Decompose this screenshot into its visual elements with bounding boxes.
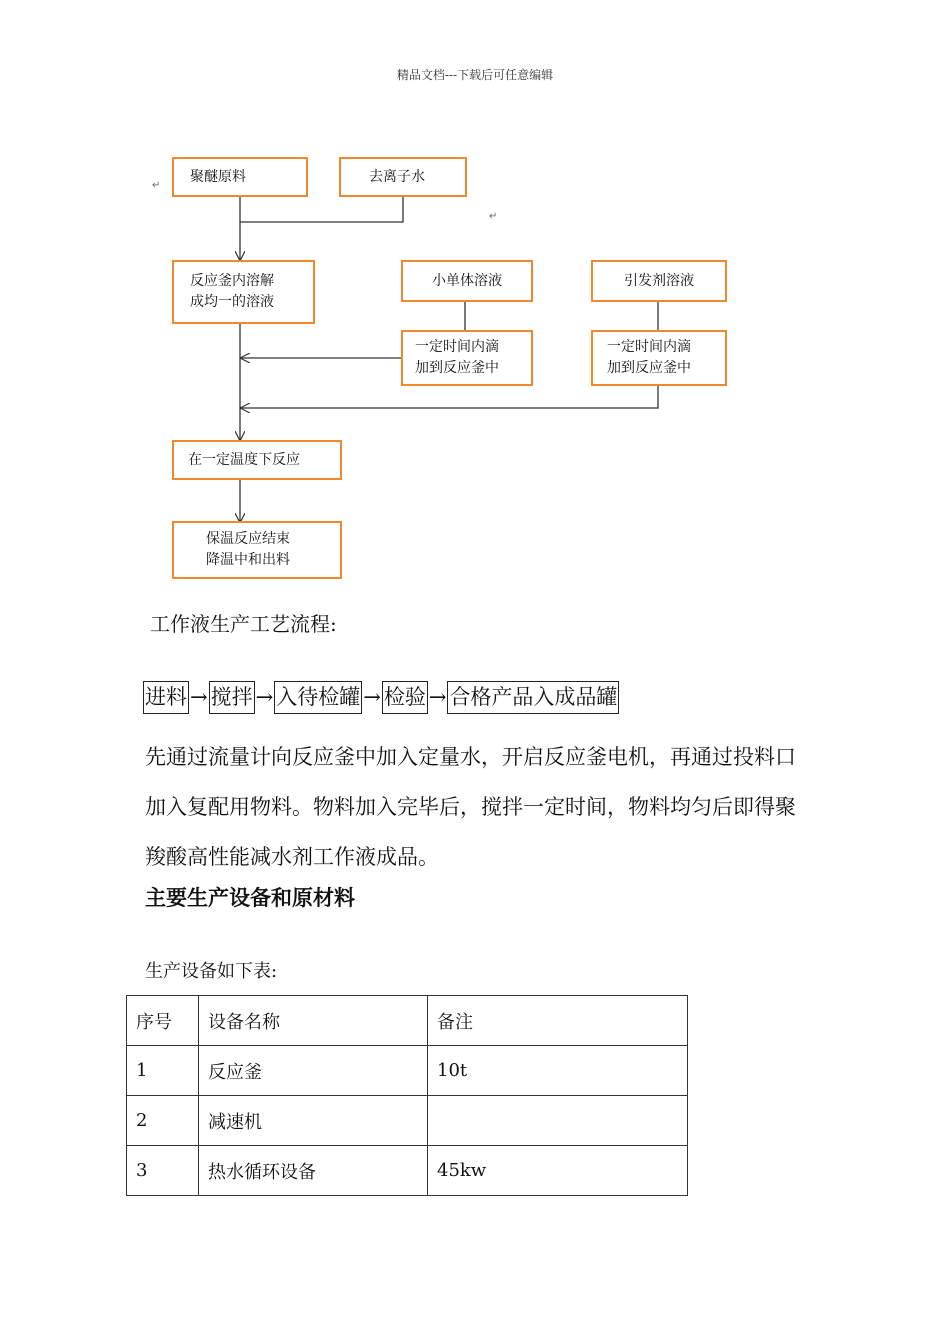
chain-arrow-icon: → (428, 685, 447, 709)
box-finish (172, 521, 342, 579)
box-react-label: 在一定温度下反应 (188, 451, 300, 468)
chain-arrow-icon: → (363, 685, 381, 709)
chain-arrow-icon: → (255, 685, 274, 709)
table-cell: 3 (127, 1146, 199, 1196)
box-deionized-water (339, 157, 467, 197)
box-water-label: 去离子水 (369, 168, 425, 185)
chain-arrow-icon: → (190, 685, 208, 709)
header-cell-index: 序号 (127, 996, 199, 1046)
box-drip1-line1: 一定时间内滴 (415, 339, 499, 355)
page-header: 精品文档---下载后可任意编辑 (396, 68, 554, 82)
table-caption: 生产设备如下表: (145, 961, 278, 982)
chain-step-stir: 搅拌 (209, 681, 255, 714)
table-cell: 2 (127, 1096, 199, 1146)
table-row (127, 1096, 688, 1146)
box-drip-monomer (401, 330, 533, 386)
chain-step-inspect: 检验 (382, 681, 428, 714)
box-finish-line2: 降温中和出料 (206, 552, 290, 568)
section-heading: 主要生产设备和原材料 (145, 885, 355, 910)
box-drip2-line1: 一定时间内滴 (607, 339, 691, 355)
box-dissolve-line2: 成均一的溶液 (190, 294, 274, 310)
box-react (172, 440, 342, 480)
table-cell (428, 1096, 688, 1146)
chain-step-feed: 进料 (143, 681, 189, 714)
box-drip1-line2: 加到反应釜中 (415, 360, 499, 376)
equipment-table (126, 995, 688, 1196)
box-dissolve-line1: 反应釜内溶解 (190, 273, 274, 289)
paragraph-mark-left: ↵ (152, 180, 161, 191)
table-cell: 10t (428, 1046, 688, 1096)
table-header-row (127, 996, 688, 1046)
process-caption: 工作液生产工艺流程: (150, 612, 337, 636)
process-description: 先通过流量计向反应釜中加入定量水，开启反应釜电机，再通过投料口加入复配用物料。物料加入完毕后，搅拌一定时间，物料均匀后即得聚羧酸高性能减水剂工作液成品。 (145, 745, 796, 869)
box-finish-line1: 保温反应结束 (206, 531, 290, 547)
box-monomer-solution (401, 260, 533, 302)
paragraph-mark-right: ↵ (489, 211, 498, 222)
table-cell: 反应釜 (199, 1046, 428, 1096)
box-initiator-solution (591, 260, 727, 302)
table-cell: 热水循环设备 (199, 1146, 428, 1196)
box-polyether-raw (172, 157, 308, 197)
table-cell: 45kw (428, 1146, 688, 1196)
box-initiator-label: 引发剂溶液 (624, 272, 694, 289)
box-polyether-label: 聚醚原料 (190, 168, 246, 185)
box-drip2-line2: 加到反应釜中 (607, 360, 691, 376)
table-row (127, 1146, 688, 1196)
header-cell-name: 设备名称 (199, 996, 428, 1046)
chain-step-finished-tank: 合格产品入成品罐 (447, 681, 619, 714)
box-drip-initiator (591, 330, 727, 386)
header-cell-note: 备注 (428, 996, 688, 1046)
process-chain (143, 680, 619, 714)
table-cell: 1 (127, 1046, 199, 1096)
table-cell: 减速机 (199, 1096, 428, 1146)
chain-step-pending-tank: 入待检罐 (274, 681, 362, 714)
table-row (127, 1046, 688, 1096)
box-monomer-label: 小单体溶液 (432, 272, 502, 289)
box-dissolve (172, 260, 315, 324)
